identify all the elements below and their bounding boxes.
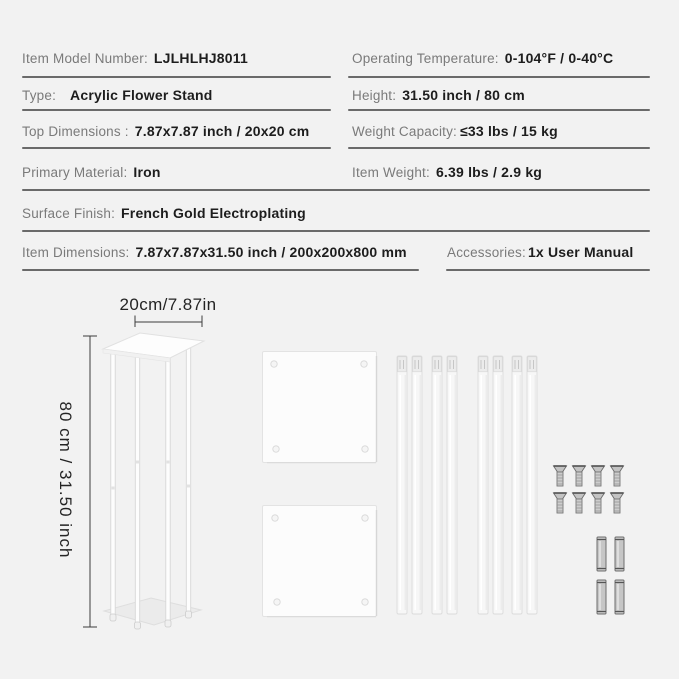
spec-label: Primary Material: [22,165,128,180]
spec-label: Accessories: [447,245,526,260]
spec-value: French Gold Electroplating [121,205,306,221]
flower-stand-illustration [103,333,204,629]
acrylic-panel [263,506,377,617]
screw [554,466,567,486]
screw [573,466,586,486]
spec-label: Type: [22,88,57,103]
screw [592,493,605,513]
panel-hole [362,446,368,452]
stand-leg [135,351,139,624]
spec-value: 6.39 lbs / 2.9 kg [435,164,543,180]
connector-sleeves [597,537,624,614]
panel-hole [272,515,278,521]
screws [554,466,624,513]
support-rod [512,356,522,614]
panel-hole [362,599,368,605]
connector-sleeve [615,537,624,571]
spec-value: Iron [133,164,161,180]
acrylic-panel [263,352,377,463]
support-rod [493,356,503,614]
spec-label: Height: [352,88,397,103]
stand-leg [111,349,115,616]
spec-label: Item Dimensions: [22,245,130,260]
spec-label: Item Model Number: [22,51,148,66]
panel-hole [274,599,280,605]
width-dimension-label: 20cm/7.87in [119,295,217,314]
spec-value: LJLHLHJ8011 [153,50,248,66]
panel-hole [273,446,279,452]
support-rod [397,356,407,614]
stand-foot [135,622,141,629]
support-rod [412,356,422,614]
spec-label: Operating Temperature: [352,51,499,66]
spec-value: 1x User Manual [527,244,634,260]
spec-label: Surface Finish: [22,206,116,221]
spec-value: Acrylic Flower Stand [70,87,213,103]
screw [611,493,624,513]
stand-leg [166,349,170,622]
support-rods [397,356,537,614]
stand-foot [186,611,192,618]
screw [554,493,567,513]
spec-value: ≤33 lbs / 15 kg [460,123,558,139]
connector-sleeve [597,537,606,571]
spec-label: Weight Capacity: [352,124,457,139]
spec-value: 7.87x7.87 inch / 20x20 cm [134,123,310,139]
stand-leg [186,345,190,613]
screw [611,466,624,486]
stand-foot [110,614,116,621]
panel-hole [361,361,367,367]
spec-label: Item Weight: [352,165,430,180]
panel-hole [362,515,368,521]
connector-sleeve [615,580,624,614]
height-dimension-label: 80 cm / 31.50 inch [56,401,75,559]
support-rod [527,356,537,614]
width-dimension-line [135,316,202,328]
spec-value: 31.50 inch / 80 cm [402,87,525,103]
support-rod [447,356,457,614]
stand-foot [165,620,171,627]
support-rod [478,356,488,614]
panel-hole [271,361,277,367]
connector-sleeve [597,580,606,614]
support-rod [432,356,442,614]
screw [573,493,586,513]
spec-value: 0-104°F / 0-40°C [504,50,614,66]
spec-label: Top Dimensions : [22,124,129,139]
height-dimension-line [83,336,97,627]
spec-value: 7.87x7.87x31.50 inch / 200x200x800 mm [135,244,407,260]
screw [592,466,605,486]
